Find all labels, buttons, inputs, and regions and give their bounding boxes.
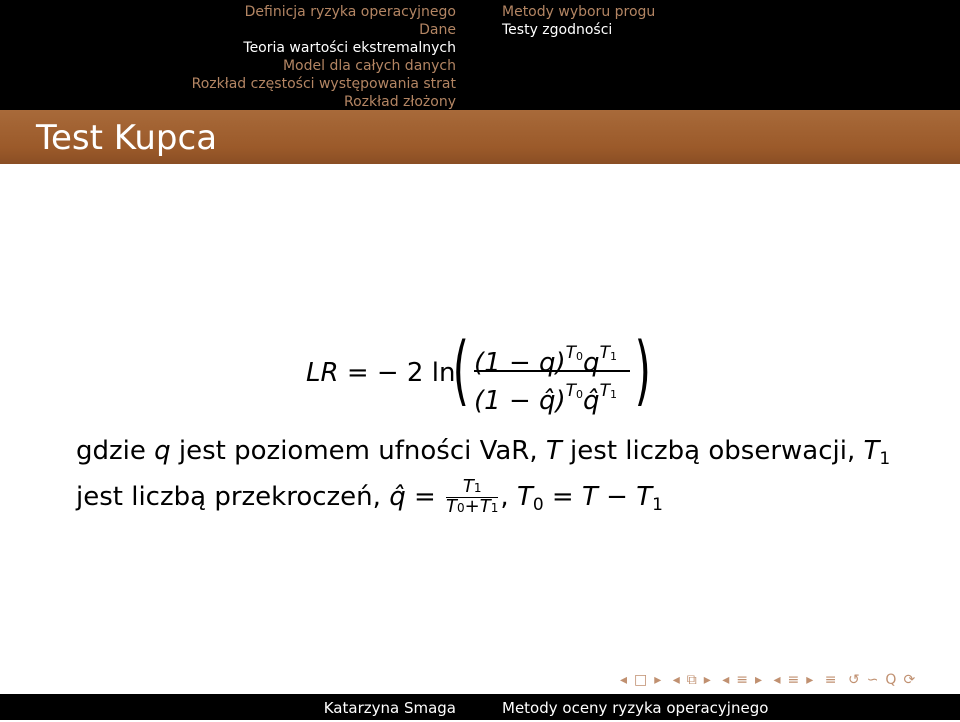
inline-fraction: $\frac{T1}{T0+T1}$: [446, 476, 499, 517]
nav-link-dane[interactable]: Dane: [419, 22, 456, 38]
den-base: (1 − q̂): [474, 386, 566, 416]
nav-link-metody-progu[interactable]: Metody wyboru progu: [502, 4, 656, 20]
next-section-icon[interactable]: ▸: [806, 672, 814, 688]
body-line-1: gdzie q jest poziomem ufności VaR, T jest liczbą obserwacji, $T_1$: [76, 436, 891, 469]
nav-link-rozklad-czestosci[interactable]: Rozkład częstości występowania strat: [191, 76, 456, 92]
subsection-icon[interactable]: ≡: [736, 672, 749, 688]
footer-author: Katarzyna Smaga: [323, 699, 456, 717]
next-subsection-icon[interactable]: ▸: [755, 672, 763, 688]
back-icon[interactable]: ↺: [847, 672, 860, 688]
formula-lhs: [306, 358, 455, 388]
footer-talk-title: Metody oceny ryzyka operacyjnego: [502, 699, 769, 717]
den-qhat: q̂: [583, 386, 600, 416]
zoom-icon[interactable]: Q: [885, 672, 897, 688]
fraction-numerator: [474, 336, 630, 378]
prev-subsection-icon[interactable]: ◂: [722, 672, 730, 688]
num-exp-0: T0: [565, 343, 584, 363]
prev-section-icon[interactable]: ◂: [773, 672, 781, 688]
footer-author-box: [0, 694, 478, 720]
footer-title-box: [502, 694, 942, 720]
toc-icon[interactable]: ≡: [824, 672, 837, 688]
prev-slide-icon[interactable]: ◂: [620, 672, 628, 688]
frame-title: Test Kupca: [36, 118, 218, 158]
section-nav: [0, 0, 478, 110]
prev-frame-icon[interactable]: ◂: [672, 672, 680, 688]
equals-ln: = − 2 ln: [338, 358, 456, 388]
num-exp-1: T1: [599, 343, 617, 363]
slide-icon[interactable]: □: [634, 672, 648, 688]
right-paren: ): [634, 325, 651, 414]
forward-icon[interactable]: ⟳: [903, 672, 916, 688]
formula-fraction: [474, 336, 630, 416]
nav-link-definicja[interactable]: Definicja ryzyka operacyjnego: [244, 4, 456, 20]
footer-bar: [0, 694, 960, 720]
den-exp-0: T0: [565, 381, 584, 401]
num-base: (1 − q): [474, 348, 566, 378]
nav-link-testy-zgodnosci[interactable]: Testy zgodności: [502, 22, 613, 38]
fraction-denominator: [474, 374, 630, 416]
header-navigation: [0, 0, 960, 110]
beamer-navigation-symbols: [620, 672, 956, 692]
subsection-nav: [502, 0, 942, 110]
lr-formula: [306, 325, 666, 440]
frame-icon[interactable]: ⧉: [686, 672, 697, 688]
num-q: q: [583, 348, 600, 378]
left-paren: (: [452, 325, 469, 414]
search-icon[interactable]: ∽: [866, 672, 879, 688]
nav-link-teoria[interactable]: Teoria wartości ekstremalnych: [243, 40, 456, 56]
nav-link-model[interactable]: Model dla całych danych: [282, 58, 456, 74]
next-slide-icon[interactable]: ▸: [654, 672, 662, 688]
section-icon[interactable]: ≡: [787, 672, 800, 688]
lr-symbol: LR: [306, 358, 339, 388]
den-exp-1: T1: [599, 381, 617, 401]
nav-link-rozklad-zlozony[interactable]: Rozkład złożony: [344, 94, 456, 110]
body-line-2: jest liczbą przekroczeń, q̂ = $\frac{T1}{T0+T1}$ , $T_0 = T - T_1$: [76, 476, 663, 517]
body-paragraph: [76, 432, 936, 524]
frame-title-bar: [0, 110, 960, 164]
next-frame-icon[interactable]: ▸: [703, 672, 711, 688]
